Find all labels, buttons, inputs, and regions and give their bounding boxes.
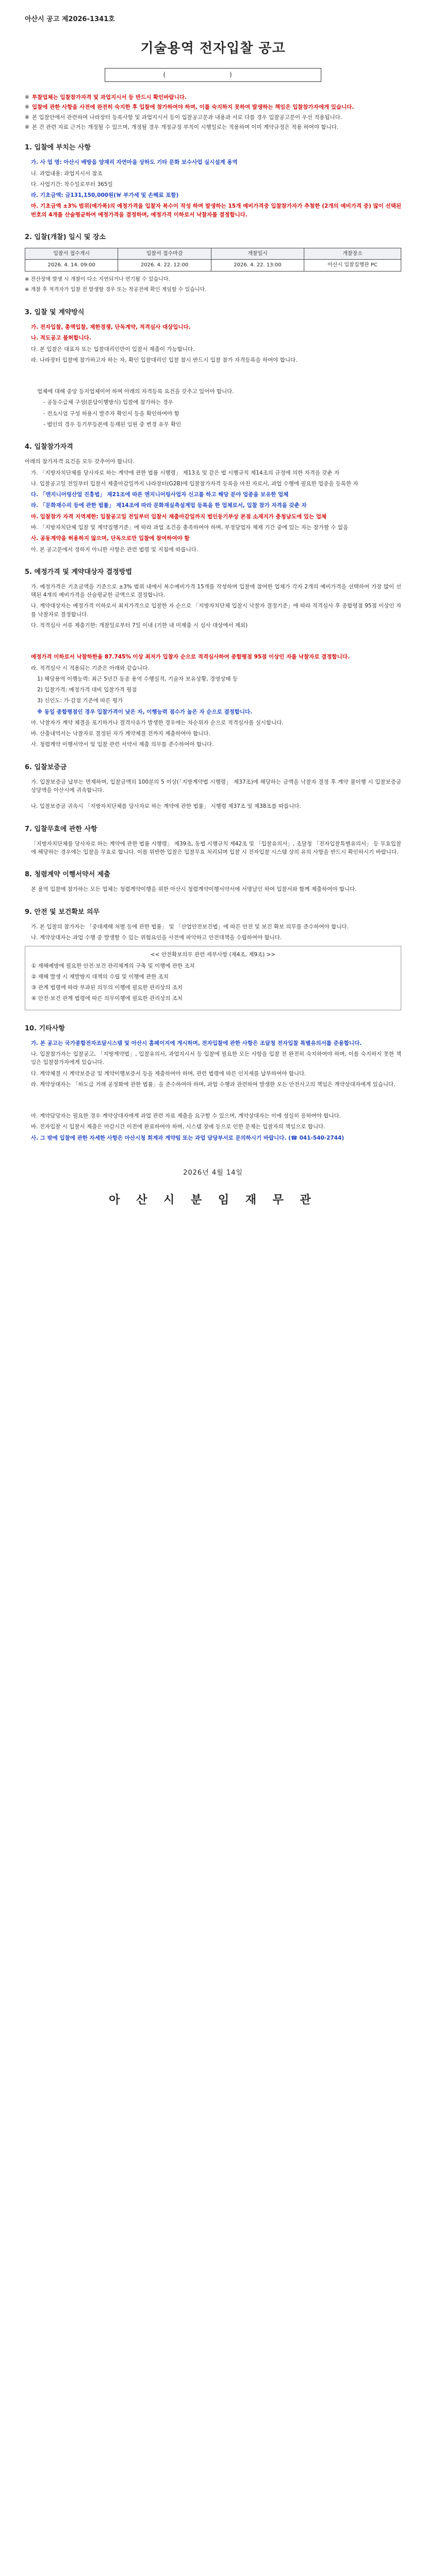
section-line: 1) 해당용역 이행능력: 최근 5년간 동종 용역 수행실적, 기술자 보유상황, 경영상태 등	[37, 675, 238, 682]
intro-note: ※ 투찰업체는 입찰참가자격 및 과업지시서 등 반드시 확인바랍니다.	[25, 93, 401, 101]
section-line: 라. 「문화재수리 등에 관한 법률」 제14조에 따라 문화재실측설계업 등록을 한 업체로서, 입찰 참가 자격을 갖춘 자	[31, 502, 307, 509]
section-line: 바. 전자입찰 시 입찰서 제출은 마감시간 이전에 완료하여야 하며, 시스템 장애 등으로 인한 문제는 입찰자의 책임으로 합니다.	[31, 1124, 325, 1130]
intro-note: ※ 본 건 관련 자료 근거는 개정될 수 있으며, 개정될 경우 개정규정 부칙이 시행일로는 적용하며 이미 계약규정은 적용 하여야 합니다.	[25, 123, 401, 131]
section-line: 가. 예정가격은 기초금액을 기준으로 ±3% 범위 내에서 복수예비가격 15개를 작성하며 입찰에 참여한 업체가 각자 2개의 예비가격을 선택하여 가장 많이 선택된 4개의 예비가격을 산술평균한 금액으로 결정합니다.	[31, 583, 401, 599]
section-title: 1. 입찰에 부치는 사항	[25, 144, 91, 152]
table-header: 개찰장소	[304, 248, 401, 260]
section-line: 나. 입찰공고일 전일부터 입찰서 제출마감일까지 나라장터(G2B)에 입찰참가자격 등록을 마친 자로서, 과업 수행에 필요한 업종을 등록한 자	[31, 480, 358, 487]
section-3	[25, 308, 401, 429]
section-line: 가. 본 입찰의 참가자는 「중대재해 처벌 등에 관한 법률」 및 「산업안전보건법」에 따른 안전 및 보건 확보 의무를 준수하여야 합니다.	[31, 923, 349, 930]
section-line: - 법인의 경우 등기부등본에 등재된 임원 중 변경 유무 확인	[43, 421, 182, 428]
section-title: 9. 안전 및 보건확보 의무	[25, 908, 100, 916]
section-line: 나. 과업내용: 과업지시서 참조	[31, 170, 103, 177]
section-line: 가. 전자입찰, 총액입찰, 제한경쟁, 단독계약, 적격심사 대상입니다.	[31, 324, 191, 331]
section-line: 업체에 대해 중앙 등지업체이어 하며 아래의 자격등록 요건을 갖추고 있어야 합니다.	[37, 388, 234, 395]
section-8	[25, 870, 401, 893]
section-line: 사. 공동계약을 허용하지 않으며, 단독으로만 입찰에 참여하여야 함	[31, 535, 190, 542]
section-line: 라. 기초금액: 금131,150,000원(￦ 부가세 및 손해료 포함)	[31, 192, 179, 199]
section-title: 8. 청렴계약 이행서약서 제출	[25, 871, 110, 879]
table-header: 입찰서 접수개시	[25, 248, 118, 260]
section-line: 다. 본 입찰은 대표자 또는 입찰대리인만이 입찰서 제출이 가능합니다.	[31, 346, 195, 352]
section-line: 다. 계약체결 시 계약보증금 및 계약이행보증서 등을 제출하여야 하며, 관련 법령에 따른 인지세를 납부하여야 합니다.	[31, 1070, 306, 1077]
section-line: 아래의 참가자격 요건을 모두 갖추어야 합니다.	[25, 459, 135, 465]
section-line: 바. 산출내역서는 낙찰자로 결정된 자가 계약체결 전까지 제출하여야 합니다.	[31, 731, 210, 737]
table-cell: 2026. 4. 22. 13:00	[211, 260, 304, 272]
box-line: ② 재해 발생 시 재발방지 대책의 수립 및 이행에 관한 조치	[31, 973, 169, 980]
section-line: 마. 입찰참가 자격 지역제한: 입찰공고일 전일부터 입찰서 제출마감일까지 법인등기부상 본점 소재지가 충청남도에 있는 업체	[31, 513, 327, 520]
section-line: 가. 입찰보증금 납부는 면제하며, 입찰금액의 100분의 5 이상(「지방계약법 시행령」 제37조)에 해당하는 금액을 낙찰자 결정 후 계약 불이행 시 입찰보증금 상당액을 아산시에 귀속합니다.	[31, 778, 401, 794]
section-note: ※ 개찰 후 적격자가 입찰 전 발생할 경우 또는 착공전에 확인 게임할 수 있습니다.	[25, 287, 207, 293]
section-title: 5. 예정가격 및 계약대상자 결정방법	[25, 568, 132, 576]
table-row	[25, 260, 401, 272]
box-line: ③ 관계 법령에 따라 부과된 의무의 이행에 필요한 관리상의 조치	[31, 985, 183, 991]
section-1	[25, 143, 401, 219]
section-title: 6. 입찰보증금	[25, 763, 67, 771]
section-10	[25, 1024, 401, 1142]
section-line: 마. 낙찰자가 계약 체결을 포기하거나 결격사유가 발생한 경우에는 차순위자 순으로 적격심사를 실시합니다.	[31, 719, 284, 726]
section-line: 마. 계약담당자는 필요한 경우 계약상대자에게 과업 관련 자료 제출을 요구할 수 있으며, 계약상대자는 이에 성실히 응하여야 합니다.	[31, 1113, 341, 1120]
section-line: 나. 적도공고 불허합니다.	[31, 335, 91, 342]
section-line: 아. 본 공고문에서 정하지 아니한 사항은 관련 법령 및 지침에 따릅니다.	[31, 546, 199, 553]
section-7	[25, 824, 401, 857]
section-line: 3) 신인도: 가·감점 기준에 따른 평가	[37, 698, 123, 704]
section-line: 2) 입찰가격: 예정가격 대비 입찰가격 평점	[37, 687, 137, 693]
intro-note: ※ 본 입찰안에서 관련하여 나라장터 등록사항 및 과업지시서 등이 입찰공고문과 내용과 서로 다를 경우 입찰공고문이 우선 적용됩니다.	[25, 113, 401, 122]
section-line: 라. 계약상대자는 「하도급 거래 공정화에 관한 법률」을 준수하여야 하며, 과업 수행과 관련하여 발생한 모든 안전사고의 책임은 계약상대자에게 있습니다.	[31, 1081, 396, 1088]
section-line: - 컨소시엄 구성 허용시 발주자 확인서 등을 확인하여야 함	[43, 410, 179, 417]
section-line: 나. 계약상대자는 과업 수행 중 발생할 수 있는 위험요인을 사전에 파악하고 안전대책을 수립하여야 합니다.	[31, 935, 282, 941]
intro-notes	[25, 93, 401, 131]
page-title: 기술용역 전자입찰 공고	[140, 41, 286, 57]
section-line: 본 용역 입찰에 참가하는 모든 업체는 청렴계약이행을 위한 아산시 청렴계약이행서약서에 서명날인 하여 입찰서와 함께 제출하여야 합니다.	[31, 886, 357, 893]
section-line: 사. 청렴계약 이행서약서 및 입찰 관련 서약서 제출 의무를 준수하여야 합니다.	[31, 741, 214, 748]
section-line: 다. 적격심사 서류 제출기한: 개찰일로부터 7일 이내 (기한 내 미제출 시 심사 대상에서 제외)	[31, 622, 248, 629]
section-line: 가. 사 업 명: 아산시 배방읍 양재리 자연마을 상하도 기타 문화 보수사업 실시설계 용역	[31, 159, 238, 166]
section-line: 라. 적격심사 시 적용되는 기준은 아래와 같습니다.	[31, 665, 150, 671]
box-title: << 안전확보의무 관련 세부사항 (제4조, 제9조) >>	[150, 952, 276, 958]
section-line: 「지방자치단체를 당사자로 하는 계약에 관한 법률 시행령」 제39조, 동법 시행규칙 제42조 및 「입찰유의서」, 조달청 「전자입찰특별유의서」 등 무효입찰에 해당하는 경우에는 입찰을 무효로 합니다. 이를 위반한 입찰은 입찰무효 처리되며 입찰 시 전자입찰 시스템 상의 유의 사항을 반드시 확인하시기 바랍니다.	[31, 840, 401, 855]
section-line: 사. 그 밖에 입찰에 관한 자세한 사항은 아산시청 회계과 계약팀 또는 과업 담당부서로 문의하시기 바랍니다. (☎ 041-540-2744)	[31, 1134, 345, 1141]
table-cell: 2026. 4. 14. 09:00	[25, 260, 118, 272]
section-line: 다. 「엔지니어링산업 진흥법」 제21조에 따른 엔지니어링사업자 신고를 하고 해당 분야 업종을 보유한 업체	[31, 492, 289, 498]
section-4	[25, 442, 401, 554]
section-9	[25, 907, 401, 1010]
schedule-table	[25, 248, 401, 272]
section-title: 2. 입찰(개찰) 일시 및 장소	[25, 233, 106, 241]
table-header: 개찰일시	[211, 248, 304, 260]
table-header: 입찰서 접수마감	[118, 248, 211, 260]
section-line: - 공동수급체 구성(분담이행방식) 입찰에 참가하는 경우	[43, 399, 173, 406]
section-note: ※ 전산장애 발생 시 개찰이 다소 지연되거나 연기될 수 있습니다.	[25, 276, 170, 282]
section-title: 10. 기타사항	[25, 1024, 65, 1032]
section-line: 나. 계약대상자는 예정가격 이하로서 최저가격으로 입찰한 자 순으로 「지방자치단체 입찰시 낙찰자 결정기준」에 따라 적격심사 후 종합평점 95점 이상인 자를 낙찰자로 결정합니다.	[31, 603, 401, 618]
section-title: 3. 입찰 및 계약방식	[25, 308, 85, 316]
box-line: ④ 안전·보건 관계 법령에 따른 의무이행에 필요한 관리상의 조치	[31, 995, 183, 1002]
issuer-signature: 아 산 시 분 임 재 무 관	[109, 1194, 317, 1207]
section-line: 마. 기초금액 ±3% 범위(예가폭)의 예정가격을 입찰자 복수이 작성 하며 발생하는 15개 예비가격중 입찰참가자가 추첨한 (2개의 예비가격 중) 많이 선택된 번호의 4개를 산술평균하여 예정가격을 결정하며, 예정가격 이하로서 낙찰자를 결정합니다.	[31, 203, 401, 218]
section-line: 다. 사업기간: 착수일로부터 365일	[31, 181, 113, 188]
table-cell: 아산시 입찰집행관 PC	[304, 260, 401, 272]
title-subtitle-box: ( )	[105, 68, 321, 82]
section-line: 라. 나라장터 입찰에 참가하고자 하는 자, 확인 입찰대리인 입찰 참시 반드시 입찰 참가 자격등록을 하여야 합니다.	[31, 357, 298, 363]
section-2	[25, 232, 401, 294]
section-line: 나. 입찰보증금 귀속시 「지방자치단체를 당사자로 하는 계약에 관한 법률」 시행령 제37조 및 제38조를 따릅니다.	[31, 803, 301, 810]
notice-date: 2026년 4월 14일	[183, 1168, 243, 1177]
section-title: 7. 입찰무효에 관한 사항	[25, 825, 97, 833]
section-line: 가. 「지방자치단체를 당사자로 하는 계약에 관한 법률 시행령」 제13조 및 같은 법 시행규칙 제14조의 규정에 의한 자격을 갖춘 자	[31, 469, 339, 476]
section-line: 가. 본 공고는 국가종합전자조달시스템 및 아산시 홈페이지에 게시하며, 전자입찰에 관한 사항은 조달청 전자입찰 특별유의서를 준용합니다.	[31, 1040, 362, 1046]
section-line: 예정가격 이하로서 낙찰하한율 87.745% 이상 최저가 입찰자 순으로 적격심사하여 종합평점 95점 이상인 자를 낙찰자로 결정합니다.	[31, 654, 350, 660]
section-title: 4. 입찰참가자격	[25, 443, 73, 451]
notice-number: 아산시 공고 제2026-1341호	[25, 15, 115, 23]
box-line: ① 재해예방에 필요한 안전·보건 관리체계의 구축 및 이행에 관한 조치	[31, 962, 195, 969]
table-cell: 2026. 4. 22. 12:00	[118, 260, 211, 272]
section-line: ※ 동일 종합평점인 경우 입찰가격이 낮은 자, 이행능력 점수가 높은 자 순으로 결정합니다.	[37, 708, 253, 715]
section-line: 바. 「지방자치단체 입찰 및 계약집행기준」에 따라 과업 조건을 충족하여야 하며, 부정당업자 제재 기간 중에 있는 자는 참가할 수 없음	[31, 524, 349, 531]
section-5	[25, 567, 401, 749]
intro-note: ※ 입찰에 관한 사항을 사전에 완전히 숙지한 후 입찰에 참가하여야 하며, 이를 숙지하지 못하여 발생하는 책임은 입찰참가자에게 있습니다.	[25, 103, 401, 111]
section-line: 나. 입찰참가자는 입찰공고, 「지방계약법」, 입찰유의서, 과업지시서 등 입찰에 필요한 모든 사항을 입찰 전 완전히 숙지하여야 하며, 이를 숙지하지 못한 책임은 입찰참가자에게 있습니다.	[31, 1051, 401, 1066]
section-6	[25, 762, 401, 811]
safety-detail-box	[25, 946, 401, 1010]
